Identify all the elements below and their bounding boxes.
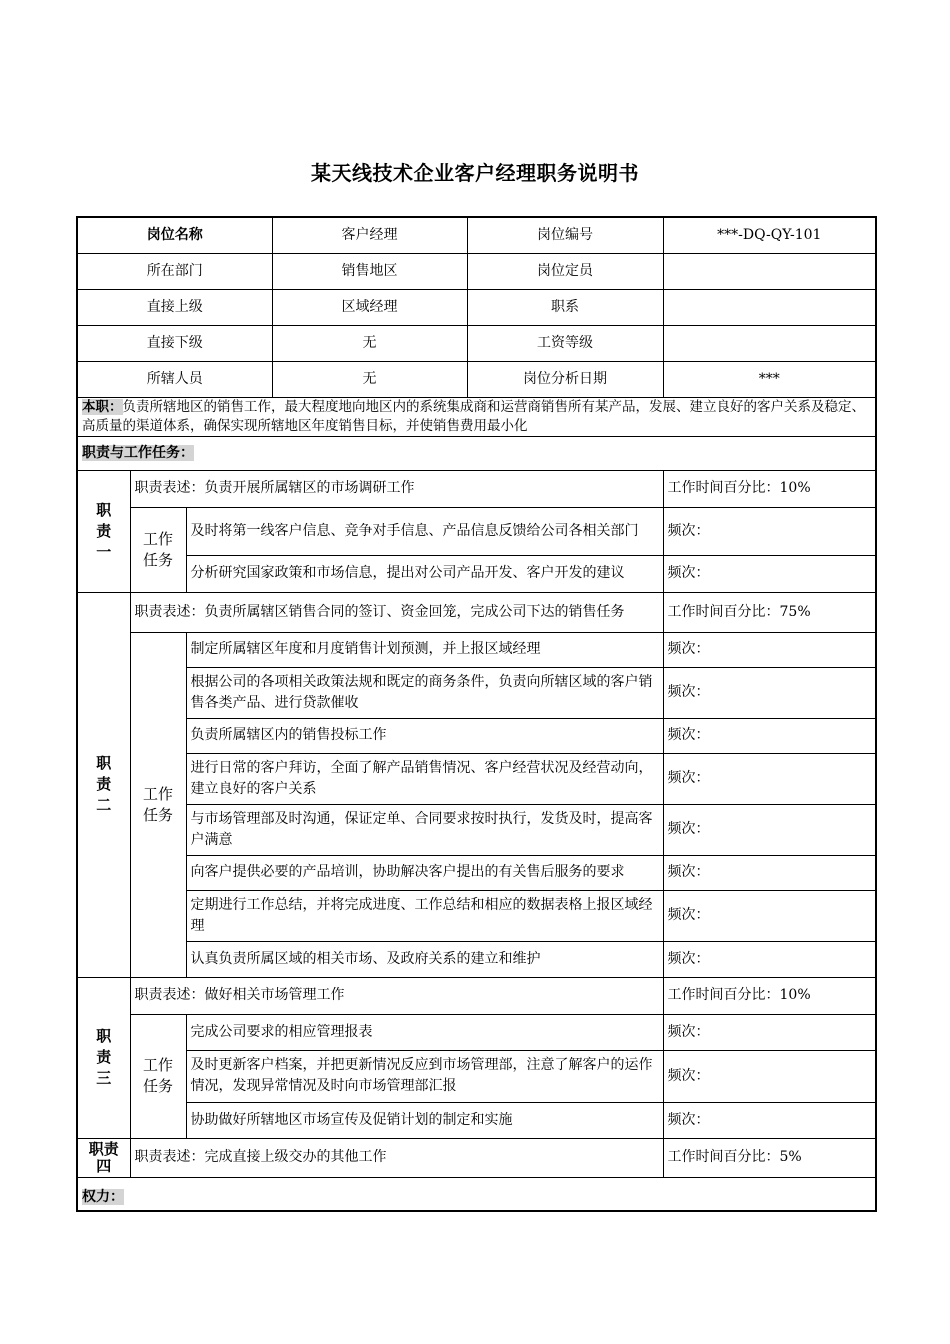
task-text: 根据公司的各项相关政策法规和既定的商务条件，负责向所辖区域的客户销售各类产品、进行贷款催收 [186, 667, 663, 718]
main-duty-cell [77, 397, 876, 436]
frequency-label: 频次： [663, 1014, 876, 1050]
frequency-label: 频次： [663, 555, 876, 592]
document-title: 某天线技术企业客户经理职务说明书 [311, 161, 639, 185]
task-row [77, 718, 876, 753]
task-text: 进行日常的客户拜访，全面了解产品销售情况、客户经营状况及经营动向，建立良好的客户关系 [186, 753, 663, 804]
task-row [77, 941, 876, 977]
authority-row [77, 1177, 876, 1211]
task-row [77, 1102, 876, 1138]
info-value: 无 [272, 361, 467, 397]
frequency-label: 频次： [663, 507, 876, 555]
task-label: 工作 任务 [130, 632, 186, 977]
info-row [77, 217, 876, 253]
task-text: 协助做好所辖地区市场宣传及促销计划的制定和实施 [186, 1102, 663, 1138]
duty2-desc: 职责表述：负责所属辖区销售合同的签订、资金回笼，完成公司下达的销售任务 [130, 592, 663, 632]
frequency-label: 频次： [663, 1102, 876, 1138]
info-value [663, 253, 876, 289]
duty4-label: 职责 四 [77, 1138, 130, 1177]
task-text: 完成公司要求的相应管理报表 [186, 1014, 663, 1050]
frequency-label: 频次： [663, 941, 876, 977]
frequency-label: 频次： [663, 1050, 876, 1102]
frequency-label: 频次： [663, 632, 876, 667]
info-label: 直接下级 [77, 325, 272, 361]
authority-label: 权力： [82, 1189, 124, 1205]
frequency-label: 频次： [663, 890, 876, 941]
task-text: 负责所属辖区内的销售投标工作 [186, 718, 663, 753]
duty3-label: 职 责 三 [77, 977, 130, 1138]
duties-header-row [77, 436, 876, 470]
task-row [77, 555, 876, 592]
info-row [77, 253, 876, 289]
task-row [77, 855, 876, 890]
duty3-desc-row [77, 977, 876, 1014]
duty2-pct: 工作时间百分比：75% [663, 592, 876, 632]
info-label: 职系 [467, 289, 663, 325]
duty2-label: 职 责 二 [77, 592, 130, 977]
frequency-label: 频次： [663, 753, 876, 804]
task-row [77, 507, 876, 555]
info-label: 岗位编号 [467, 217, 663, 253]
info-value: 无 [272, 325, 467, 361]
info-value: 销售地区 [272, 253, 467, 289]
info-row [77, 325, 876, 361]
frequency-label: 频次： [663, 804, 876, 855]
task-text: 认真负责所属区域的相关市场、及政府关系的建立和维护 [186, 941, 663, 977]
info-value [663, 289, 876, 325]
task-row [77, 890, 876, 941]
task-text: 与市场管理部及时沟通，保证定单、合同要求按时执行，发货及时，提高客户满意 [186, 804, 663, 855]
duty1-label: 职 责 一 [77, 470, 130, 592]
task-text: 制定所属辖区年度和月度销售计划预测，并上报区域经理 [186, 632, 663, 667]
duty4-desc-row [77, 1138, 876, 1177]
info-label: 岗位定员 [467, 253, 663, 289]
task-row [77, 804, 876, 855]
info-label: 岗位名称 [77, 217, 272, 253]
info-value [663, 325, 876, 361]
frequency-label: 频次： [663, 718, 876, 753]
job-description-table [76, 216, 877, 1212]
info-label: 所辖人员 [77, 361, 272, 397]
authority-cell [77, 1177, 876, 1211]
task-text: 定期进行工作总结，并将完成进度、工作总结和相应的数据表格上报区域经理 [186, 890, 663, 941]
task-row [77, 632, 876, 667]
duty3-pct: 工作时间百分比：10% [663, 977, 876, 1014]
task-label: 工作 任务 [130, 1014, 186, 1138]
duty1-desc: 职责表述：负责开展所属辖区的市场调研工作 [130, 470, 663, 507]
task-row [77, 1050, 876, 1102]
duties-header-cell [77, 436, 876, 470]
task-row [77, 1014, 876, 1050]
info-label: 工资等级 [467, 325, 663, 361]
duties-header: 职责与工作任务： [82, 444, 194, 461]
main-duty-text: 负责所辖地区的销售工作，最大程度地向地区内的系统集成商和运营商销售所有某产品，发展、建立良好的客户关系及稳定、高质量的渠道体系，确保实现所辖地区年度销售目标，并使销售费用最小化 [82, 398, 865, 434]
duty4-pct: 工作时间百分比：5% [663, 1138, 876, 1177]
main-duty-label: 本职： [82, 398, 123, 415]
frequency-label: 频次： [663, 855, 876, 890]
info-label: 直接上级 [77, 289, 272, 325]
task-row [77, 753, 876, 804]
task-text: 分析研究国家政策和市场信息，提出对公司产品开发、客户开发的建议 [186, 555, 663, 592]
duty1-desc-row [77, 470, 876, 507]
task-text: 及时将第一线客户信息、竞争对手信息、产品信息反馈给公司各相关部门 [186, 507, 663, 555]
main-duty-row [77, 397, 876, 436]
info-value: *** [663, 361, 876, 397]
frequency-label: 频次： [663, 667, 876, 718]
task-text: 及时更新客户档案，并把更新情况反应到市场管理部，注意了解客户的运作情况，发现异常情况及时向市场管理部汇报 [186, 1050, 663, 1102]
info-row [77, 361, 876, 397]
info-value: ***-DQ-QY-101 [663, 217, 876, 253]
duty1-pct: 工作时间百分比：10% [663, 470, 876, 507]
info-row [77, 289, 876, 325]
info-value: 客户经理 [272, 217, 467, 253]
duty4-desc: 职责表述：完成直接上级交办的其他工作 [130, 1138, 663, 1177]
task-row [77, 667, 876, 718]
info-label: 所在部门 [77, 253, 272, 289]
task-label: 工作 任务 [130, 507, 186, 592]
info-label: 岗位分析日期 [467, 361, 663, 397]
task-text: 向客户提供必要的产品培训，协助解决客户提出的有关售后服务的要求 [186, 855, 663, 890]
duty2-desc-row [77, 592, 876, 632]
info-value: 区域经理 [272, 289, 467, 325]
duty3-desc: 职责表述：做好相关市场管理工作 [130, 977, 663, 1014]
